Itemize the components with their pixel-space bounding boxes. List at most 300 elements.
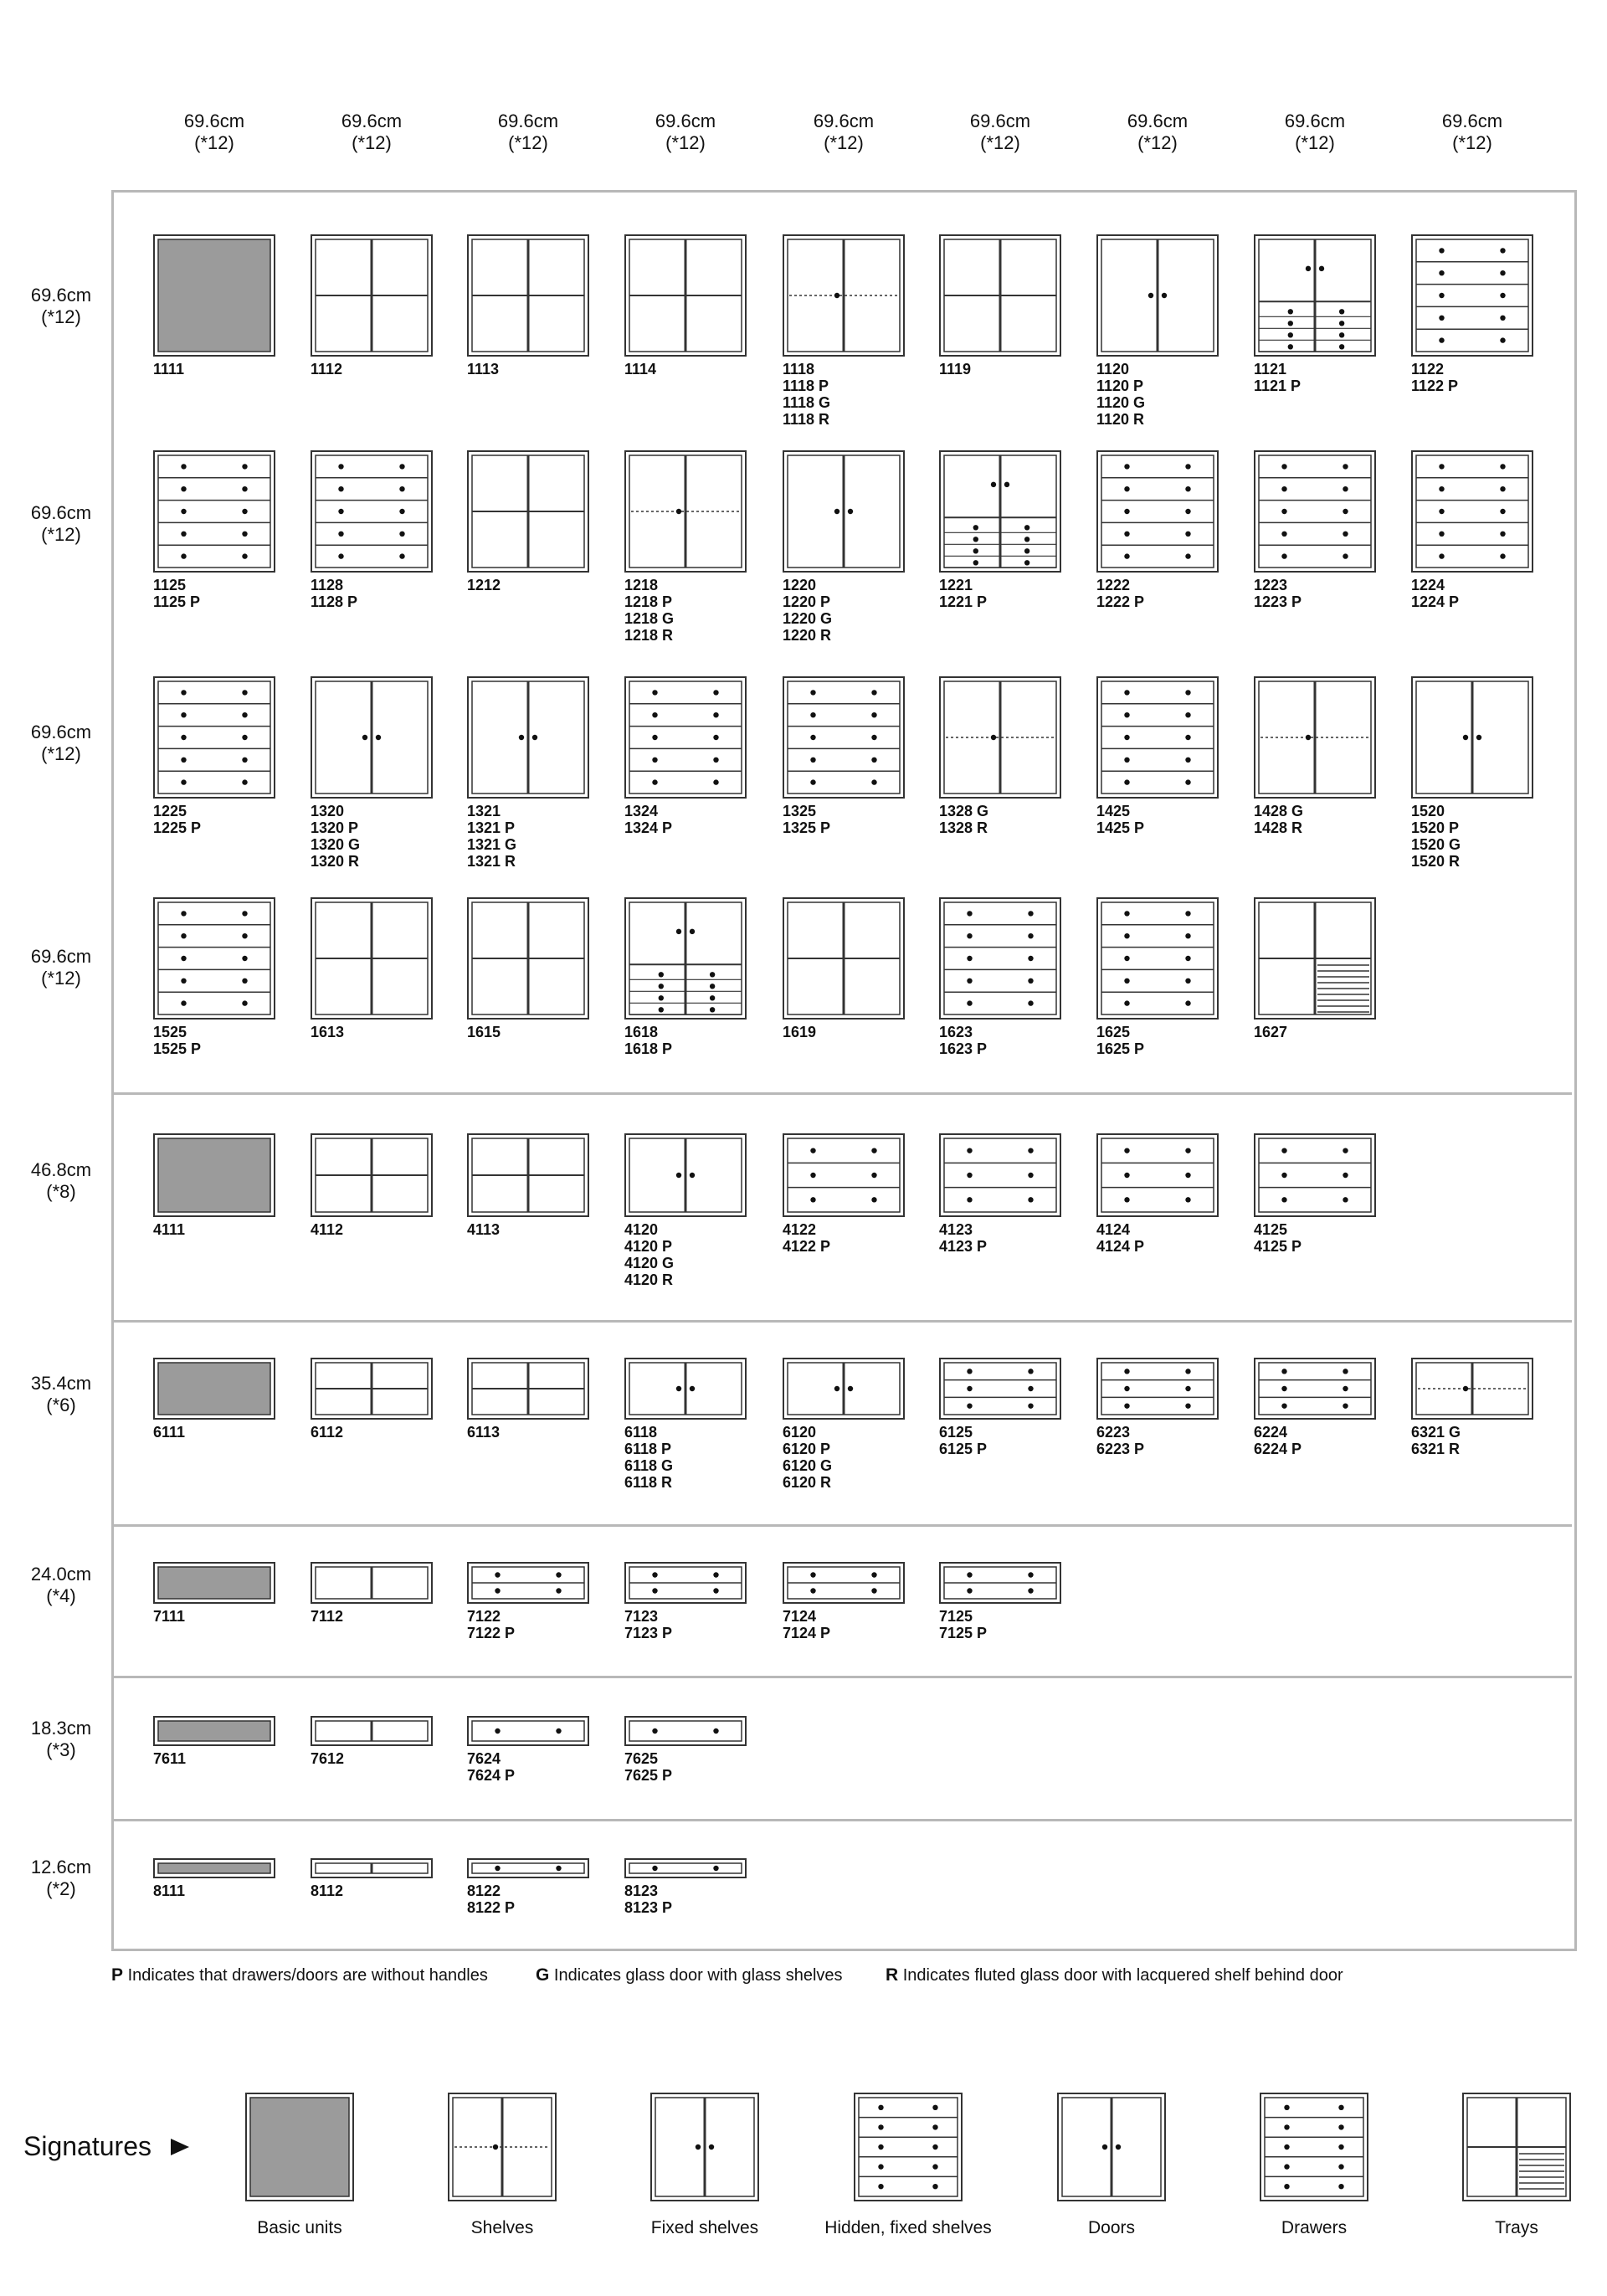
unit-code: 1627 bbox=[1254, 1024, 1288, 1040]
column-multiplier: (*12) bbox=[194, 132, 234, 153]
unit-item bbox=[153, 1858, 275, 1899]
unit-code: 1618 bbox=[624, 1024, 659, 1040]
unit-item bbox=[311, 1133, 433, 1238]
unit-code: 4122 P bbox=[783, 1238, 831, 1255]
unit-codes bbox=[311, 803, 433, 870]
unit-codes bbox=[783, 1221, 905, 1255]
unit-code: 6321 R bbox=[1411, 1441, 1461, 1457]
unit-item bbox=[783, 1133, 905, 1255]
open-shelf-unit-icon bbox=[311, 1358, 433, 1420]
unit-code: 8122 bbox=[467, 1883, 501, 1899]
unit-codes bbox=[1096, 361, 1219, 428]
basic-unit-icon bbox=[153, 1358, 275, 1420]
basic-unit-icon bbox=[153, 1716, 275, 1746]
drawer-unit-icon bbox=[1254, 1358, 1376, 1420]
unit-codes bbox=[311, 1024, 433, 1040]
unit-item bbox=[1096, 1358, 1219, 1457]
unit-code: 4120 P bbox=[624, 1238, 673, 1255]
unit-codes bbox=[624, 1750, 747, 1784]
open-shelf-unit-icon bbox=[624, 234, 747, 357]
row-label bbox=[15, 1718, 107, 1761]
legend-item-r: R Indicates fluted glass door with lacquered shelf behind door bbox=[886, 1965, 1343, 1985]
unit-item bbox=[1411, 1358, 1533, 1457]
unit-codes bbox=[939, 1424, 1061, 1457]
unit-code: 1321 bbox=[467, 803, 501, 819]
row-label bbox=[15, 1857, 107, 1900]
unit-item bbox=[1096, 676, 1219, 836]
door-unit-icon bbox=[311, 676, 433, 799]
unit-codes bbox=[311, 1750, 433, 1767]
unit-code: 1119 bbox=[939, 361, 972, 378]
unit-codes bbox=[467, 1024, 589, 1040]
doors-icon bbox=[1057, 2093, 1166, 2201]
legend-item-g: G Indicates glass door with glass shelves bbox=[536, 1965, 843, 1985]
column-multiplier: (*12) bbox=[824, 132, 864, 153]
unit-item bbox=[1254, 234, 1376, 394]
door-unit-icon bbox=[624, 1133, 747, 1217]
unit-item bbox=[311, 450, 433, 610]
column-multiplier: (*12) bbox=[1295, 132, 1335, 153]
unit-code: 1321 P bbox=[467, 819, 516, 836]
unit-codes bbox=[1254, 361, 1376, 394]
unit-code: 1220 bbox=[783, 577, 817, 593]
unit-codes bbox=[783, 1024, 905, 1040]
unit-code: 1224 P bbox=[1411, 593, 1460, 610]
unit-item bbox=[153, 450, 275, 610]
unit-codes bbox=[153, 1024, 275, 1057]
drawer-unit-icon bbox=[624, 676, 747, 799]
unit-item bbox=[467, 1562, 589, 1641]
column-header bbox=[465, 110, 591, 154]
basic-unit-icon bbox=[153, 1858, 275, 1878]
signatures-title: Signatures bbox=[23, 2131, 151, 2161]
unit-code: 1223 P bbox=[1254, 593, 1302, 610]
basic-unit-icon bbox=[245, 2093, 354, 2201]
drawer-unit-icon bbox=[153, 450, 275, 573]
row-label bbox=[15, 502, 107, 546]
drawer-door-unit-icon bbox=[939, 450, 1061, 573]
column-size: 69.6cm bbox=[341, 110, 403, 131]
unit-code: 1125 P bbox=[153, 593, 201, 610]
unit-code: 4111 bbox=[153, 1221, 186, 1238]
unit-codes bbox=[624, 577, 747, 644]
unit-code: 1218 bbox=[624, 577, 659, 593]
unit-item bbox=[939, 450, 1061, 610]
section-divider bbox=[114, 1524, 1572, 1527]
unit-code: 1120 bbox=[1096, 361, 1130, 378]
unit-code: 4113 bbox=[467, 1221, 501, 1238]
unit-code: 4112 bbox=[311, 1221, 344, 1238]
row-multiplier: (*8) bbox=[46, 1181, 76, 1202]
drawer-door-unit-icon bbox=[1254, 234, 1376, 357]
signature-item bbox=[621, 2093, 788, 2201]
column-multiplier: (*12) bbox=[980, 132, 1020, 153]
unit-code: 7125 P bbox=[939, 1625, 988, 1641]
unit-code: 6125 P bbox=[939, 1441, 988, 1457]
unit-codes bbox=[939, 577, 1061, 610]
unit-item bbox=[153, 1133, 275, 1238]
unit-code: 1425 P bbox=[1096, 819, 1145, 836]
unit-code: 1428 G bbox=[1254, 803, 1304, 819]
unit-code: 1218 G bbox=[624, 610, 675, 627]
unit-item bbox=[1096, 897, 1219, 1057]
unit-codes bbox=[467, 361, 589, 378]
shelves-icon bbox=[448, 2093, 557, 2201]
unit-item bbox=[1411, 450, 1533, 610]
unit-item bbox=[939, 1133, 1061, 1255]
unit-code: 1222 bbox=[1096, 577, 1131, 593]
unit-codes bbox=[783, 361, 905, 428]
unit-item bbox=[1254, 1133, 1376, 1255]
signature-item bbox=[1433, 2093, 1600, 2201]
unit-item bbox=[311, 1716, 433, 1767]
unit-code: 1118 G bbox=[783, 394, 831, 411]
unit-code: 1520 G bbox=[1411, 836, 1461, 853]
unit-code: 1118 bbox=[783, 361, 815, 378]
drawer-unit-icon bbox=[1254, 1133, 1376, 1217]
unit-code: 1221 bbox=[939, 577, 973, 593]
unit-code: 6120 R bbox=[783, 1474, 832, 1491]
unit-item bbox=[1254, 676, 1376, 836]
unit-codes bbox=[467, 1750, 589, 1784]
column-multiplier: (*12) bbox=[508, 132, 548, 153]
unit-codes bbox=[1411, 577, 1533, 610]
drawer-unit-icon bbox=[939, 1562, 1061, 1604]
unit-code: 1128 P bbox=[311, 593, 358, 610]
unit-code: 7612 bbox=[311, 1750, 345, 1767]
unit-code: 7624 P bbox=[467, 1767, 516, 1784]
unit-code: 4124 P bbox=[1096, 1238, 1145, 1255]
row-size: 12.6cm bbox=[30, 1857, 92, 1877]
unit-item bbox=[311, 1358, 433, 1441]
unit-item bbox=[624, 897, 747, 1057]
open-shelf-unit-icon bbox=[467, 234, 589, 357]
door-unit-icon bbox=[783, 450, 905, 573]
unit-code: 8123 P bbox=[624, 1899, 673, 1916]
unit-code: 1623 P bbox=[939, 1040, 988, 1057]
unit-code: 1223 bbox=[1254, 577, 1288, 593]
unit-codes bbox=[783, 577, 905, 644]
row-multiplier: (*12) bbox=[41, 968, 81, 989]
unit-codes bbox=[1411, 803, 1533, 870]
basic-unit-icon bbox=[153, 1133, 275, 1217]
unit-codes bbox=[311, 1608, 433, 1625]
open-shelf-unit-icon bbox=[311, 234, 433, 357]
column-header bbox=[1252, 110, 1378, 154]
unit-code: 4125 P bbox=[1254, 1238, 1302, 1255]
unit-code: 6224 bbox=[1254, 1424, 1288, 1441]
drawer-door-unit-icon bbox=[624, 897, 747, 1020]
unit-code: 1121 bbox=[1254, 361, 1287, 378]
unit-code: 1425 bbox=[1096, 803, 1131, 819]
column-multiplier: (*12) bbox=[352, 132, 392, 153]
open-shelf-unit-icon bbox=[311, 897, 433, 1020]
unit-code: 7123 P bbox=[624, 1625, 673, 1641]
section-divider bbox=[114, 1819, 1572, 1821]
signature-label: Shelves bbox=[470, 2218, 534, 2237]
unit-codes bbox=[1254, 577, 1376, 610]
row-size: 69.6cm bbox=[30, 285, 92, 306]
unit-code: 1321 G bbox=[467, 836, 517, 853]
open-shelf-unit-icon bbox=[467, 897, 589, 1020]
unit-codes bbox=[311, 1221, 433, 1238]
unit-item bbox=[467, 1358, 589, 1441]
unit-code: 6223 P bbox=[1096, 1441, 1145, 1457]
unit-item bbox=[624, 1358, 747, 1491]
signature-label: Hidden, fixed shelves bbox=[824, 2218, 992, 2237]
unit-code: 1520 P bbox=[1411, 819, 1460, 836]
glass-door-unit-icon bbox=[624, 450, 747, 573]
unit-codes bbox=[153, 1883, 275, 1899]
drawer-unit-icon bbox=[939, 1358, 1061, 1420]
unit-code: 1225 bbox=[153, 803, 187, 819]
column-size: 69.6cm bbox=[1441, 110, 1503, 131]
unit-item bbox=[624, 1133, 747, 1288]
unit-code: 7122 P bbox=[467, 1625, 516, 1641]
open-shelf-unit-icon bbox=[311, 1716, 433, 1746]
unit-item bbox=[311, 1562, 433, 1625]
unit-item bbox=[783, 1358, 905, 1491]
unit-code: 1324 P bbox=[624, 819, 673, 836]
unit-code: 6111 bbox=[153, 1424, 186, 1441]
unit-code: 1625 P bbox=[1096, 1040, 1145, 1057]
unit-code: 1320 G bbox=[311, 836, 361, 853]
unit-code: 7124 bbox=[783, 1608, 817, 1625]
drawer-unit-icon bbox=[467, 1716, 589, 1746]
row-label bbox=[15, 946, 107, 989]
column-header bbox=[151, 110, 277, 154]
unit-codes bbox=[624, 803, 747, 836]
unit-item bbox=[153, 1716, 275, 1767]
signature-label: Drawers bbox=[1281, 2218, 1348, 2237]
unit-item bbox=[153, 234, 275, 378]
door-unit-icon bbox=[1096, 234, 1219, 357]
unit-code: 6125 bbox=[939, 1424, 973, 1441]
play-arrow-icon bbox=[169, 2137, 191, 2157]
unit-codes bbox=[311, 1883, 433, 1899]
drawer-unit-icon bbox=[1096, 897, 1219, 1020]
unit-code: 1112 bbox=[311, 361, 343, 378]
column-multiplier: (*12) bbox=[665, 132, 706, 153]
row-label bbox=[15, 1564, 107, 1607]
unit-code: 1328 G bbox=[939, 803, 989, 819]
drawer-unit-icon bbox=[1254, 450, 1376, 573]
unit-codes bbox=[624, 1883, 747, 1916]
unit-item bbox=[153, 897, 275, 1057]
unit-item bbox=[1254, 1358, 1376, 1457]
column-header bbox=[781, 110, 906, 154]
glass-door-unit-icon bbox=[939, 676, 1061, 799]
open-shelf-unit-icon bbox=[939, 234, 1061, 357]
unit-code: 7125 bbox=[939, 1608, 973, 1625]
unit-code: 1525 bbox=[153, 1024, 187, 1040]
signature-label: Trays bbox=[1495, 2218, 1538, 2237]
fixed-shelves-icon bbox=[650, 2093, 759, 2201]
signature-item bbox=[418, 2093, 586, 2201]
unit-codes bbox=[311, 361, 433, 378]
column-header bbox=[937, 110, 1063, 154]
door-unit-icon bbox=[1411, 676, 1533, 799]
unit-item bbox=[1096, 1133, 1219, 1255]
unit-codes bbox=[467, 1883, 589, 1916]
section-divider bbox=[114, 1676, 1572, 1678]
column-header bbox=[309, 110, 434, 154]
unit-codes bbox=[939, 1608, 1061, 1641]
unit-item bbox=[939, 1562, 1061, 1641]
column-size: 69.6cm bbox=[813, 110, 875, 131]
unit-item bbox=[624, 234, 747, 378]
unit-item bbox=[939, 897, 1061, 1057]
unit-code: 1613 bbox=[311, 1024, 345, 1040]
unit-item bbox=[783, 450, 905, 644]
row-multiplier: (*12) bbox=[41, 524, 81, 545]
unit-codes bbox=[1096, 803, 1219, 836]
column-size: 69.6cm bbox=[1284, 110, 1346, 131]
basic-unit-icon bbox=[153, 1562, 275, 1604]
row-size: 69.6cm bbox=[30, 722, 92, 742]
unit-code: 1118 P bbox=[783, 378, 829, 394]
drawer-unit-icon bbox=[939, 897, 1061, 1020]
unit-codes bbox=[1411, 1424, 1533, 1457]
unit-codes bbox=[1254, 1024, 1376, 1040]
drawer-unit-icon bbox=[624, 1716, 747, 1746]
unit-code: 6118 R bbox=[624, 1474, 673, 1491]
unit-code: 1320 P bbox=[311, 819, 359, 836]
signature-item bbox=[216, 2093, 383, 2201]
drawer-unit-icon bbox=[467, 1562, 589, 1604]
unit-item bbox=[467, 450, 589, 593]
open-shelf-unit-icon bbox=[783, 897, 905, 1020]
unit-code: 1320 bbox=[311, 803, 345, 819]
column-multiplier: (*12) bbox=[1137, 132, 1178, 153]
hidden-fixed-shelves-icon bbox=[854, 2093, 963, 2201]
unit-codes bbox=[467, 577, 589, 593]
drawer-unit-icon bbox=[1411, 234, 1533, 357]
row-size: 24.0cm bbox=[30, 1564, 92, 1585]
unit-codes bbox=[1096, 1424, 1219, 1457]
drawer-unit-icon bbox=[1096, 1133, 1219, 1217]
unit-code: 4120 R bbox=[624, 1271, 674, 1288]
unit-item bbox=[311, 897, 433, 1040]
unit-code: 7124 P bbox=[783, 1625, 831, 1641]
unit-item bbox=[1254, 450, 1376, 610]
unit-item bbox=[1411, 234, 1533, 394]
unit-codes bbox=[311, 1424, 433, 1441]
column-size: 69.6cm bbox=[655, 110, 716, 131]
unit-code: 1114 bbox=[624, 361, 657, 378]
drawer-unit-icon bbox=[783, 676, 905, 799]
unit-code: 8123 bbox=[624, 1883, 659, 1899]
unit-codes bbox=[939, 803, 1061, 836]
unit-code: 6321 G bbox=[1411, 1424, 1461, 1441]
unit-code: 1520 R bbox=[1411, 853, 1461, 870]
unit-codes bbox=[624, 1424, 747, 1491]
unit-code: 6118 G bbox=[624, 1457, 674, 1474]
drawer-unit-icon bbox=[1096, 450, 1219, 573]
unit-code: 6120 G bbox=[783, 1457, 833, 1474]
row-label bbox=[15, 722, 107, 765]
unit-code: 1121 P bbox=[1254, 378, 1302, 394]
unit-codes bbox=[467, 803, 589, 870]
unit-code: 6120 P bbox=[783, 1441, 831, 1457]
unit-code: 7123 bbox=[624, 1608, 659, 1625]
glass-door-unit-icon bbox=[1411, 1358, 1533, 1420]
unit-code: 6118 bbox=[624, 1424, 658, 1441]
unit-code: 1325 bbox=[783, 803, 817, 819]
unit-codes bbox=[624, 1024, 747, 1057]
open-shelf-unit-icon bbox=[467, 450, 589, 573]
unit-code: 1111 bbox=[153, 361, 185, 378]
unit-code: 1218 R bbox=[624, 627, 674, 644]
unit-item bbox=[467, 1133, 589, 1238]
row-multiplier: (*6) bbox=[46, 1395, 76, 1415]
unit-codes bbox=[153, 1221, 275, 1238]
unit-item bbox=[1096, 450, 1219, 610]
unit-code: 1525 P bbox=[153, 1040, 202, 1057]
door-unit-icon bbox=[624, 1358, 747, 1420]
unit-codes bbox=[1254, 803, 1376, 836]
drawer-unit-icon bbox=[153, 676, 275, 799]
unit-code: 7112 bbox=[311, 1608, 344, 1625]
unit-codes bbox=[153, 1608, 275, 1625]
row-size: 69.6cm bbox=[30, 946, 92, 967]
drawer-unit-icon bbox=[1096, 1358, 1219, 1420]
unit-code: 4120 G bbox=[624, 1255, 675, 1271]
unit-codes bbox=[153, 1750, 275, 1767]
unit-code: 1619 bbox=[783, 1024, 817, 1040]
unit-code: 4122 bbox=[783, 1221, 817, 1238]
unit-code: 1122 bbox=[1411, 361, 1445, 378]
unit-code: 1122 P bbox=[1411, 378, 1459, 394]
row-multiplier: (*12) bbox=[41, 306, 81, 327]
unit-item bbox=[467, 1858, 589, 1916]
unit-item bbox=[624, 1858, 747, 1916]
row-size: 69.6cm bbox=[30, 502, 92, 523]
unit-codes bbox=[153, 361, 275, 378]
unit-code: 1225 P bbox=[153, 819, 202, 836]
row-size: 46.8cm bbox=[30, 1159, 92, 1180]
unit-code: 7122 bbox=[467, 1608, 501, 1625]
unit-code: 1328 R bbox=[939, 819, 988, 836]
unit-code: 6118 P bbox=[624, 1441, 672, 1457]
column-size: 69.6cm bbox=[497, 110, 559, 131]
row-label bbox=[15, 285, 107, 328]
column-multiplier: (*12) bbox=[1452, 132, 1492, 153]
unit-code: 7625 P bbox=[624, 1767, 673, 1784]
unit-codes bbox=[624, 361, 747, 378]
unit-code: 8112 bbox=[311, 1883, 344, 1899]
unit-item bbox=[783, 1562, 905, 1641]
unit-codes bbox=[467, 1608, 589, 1641]
unit-codes bbox=[153, 803, 275, 836]
row-size: 35.4cm bbox=[30, 1373, 92, 1394]
unit-item bbox=[153, 676, 275, 836]
unit-codes bbox=[1096, 1221, 1219, 1255]
unit-code: 1120 R bbox=[1096, 411, 1145, 428]
open-shelf-unit-icon bbox=[467, 1133, 589, 1217]
unit-code: 1625 bbox=[1096, 1024, 1131, 1040]
unit-code: 7111 bbox=[153, 1608, 186, 1625]
signature-item bbox=[1028, 2093, 1195, 2201]
legend-item-p: P Indicates that drawers/doors are without handles bbox=[111, 1965, 488, 1985]
column-size: 69.6cm bbox=[969, 110, 1031, 131]
unit-codes bbox=[783, 1424, 905, 1491]
unit-codes bbox=[783, 803, 905, 836]
unit-code: 4120 bbox=[624, 1221, 659, 1238]
unit-code: 6224 P bbox=[1254, 1441, 1302, 1457]
tray-unit-icon bbox=[1254, 897, 1376, 1020]
drawer-unit-icon bbox=[939, 1133, 1061, 1217]
